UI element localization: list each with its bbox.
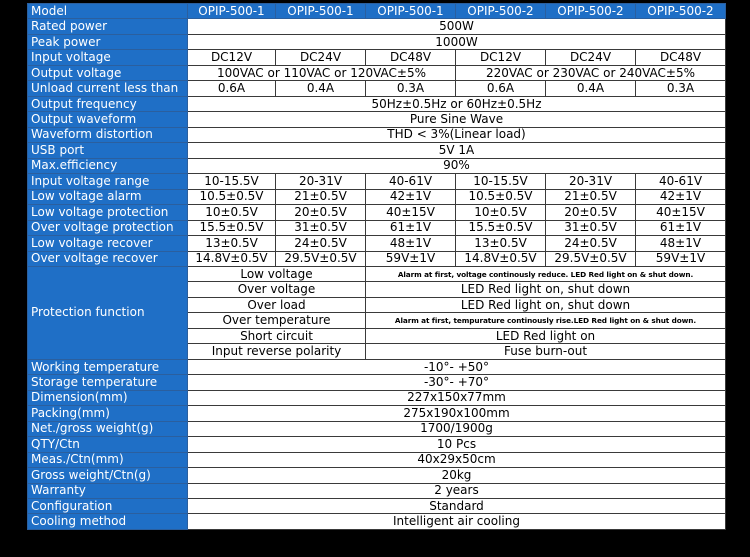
spec-label: QTY/Ctn (28, 437, 188, 452)
spec-value: 13±0.5V (188, 236, 276, 251)
spec-value: 59V±1V (366, 251, 456, 266)
spec-value: 10.5±0.5V (188, 189, 276, 204)
spec-label: Max.efficiency (28, 158, 188, 173)
protection-item: Low voltage (188, 266, 366, 281)
spec-value: 10±0.5V (188, 205, 276, 220)
model-header: OPIP-500-1 (188, 4, 276, 19)
protection-action: Fuse burn-out (366, 344, 726, 359)
header-row (28, 4, 726, 19)
spec-row (28, 127, 726, 142)
spec-value: 15.5±0.5V (188, 220, 276, 235)
spec-label: Output waveform (28, 112, 188, 127)
spec-value: 2 years (188, 483, 726, 498)
spec-value: 29.5V±0.5V (546, 251, 636, 266)
spec-sheet (27, 3, 726, 530)
spec-label: Waveform distortion (28, 127, 188, 142)
spec-value: 90% (188, 158, 726, 173)
spec-row (28, 96, 726, 111)
spec-label: Input voltage (28, 50, 188, 65)
spec-row (28, 158, 726, 173)
protection-item: Over load (188, 297, 366, 312)
spec-value: DC48V (366, 50, 456, 65)
spec-value: 0.6A (188, 81, 276, 96)
spec-row (28, 359, 726, 374)
spec-value: 0.6A (456, 81, 546, 96)
spec-value: 10 Pcs (188, 437, 726, 452)
model-header: OPIP-500-1 (366, 4, 456, 19)
spec-label: Net./gross weight(g) (28, 421, 188, 436)
spec-value: 1000W (188, 34, 726, 49)
spec-value: DC24V (276, 50, 366, 65)
spec-label: Over voltage recover (28, 251, 188, 266)
spec-value: DC48V (636, 50, 726, 65)
spec-label: Warranty (28, 483, 188, 498)
spec-value: 20-31V (546, 174, 636, 189)
spec-value: 1700/1900g (188, 421, 726, 436)
protection-action: LED Red light on, shut down (366, 297, 726, 312)
spec-value: 42±1V (636, 189, 726, 204)
spec-row (28, 19, 726, 34)
spec-row (28, 452, 726, 467)
spec-label: Dimension(mm) (28, 390, 188, 405)
spec-label: Rated power (28, 19, 188, 34)
spec-value: 40±15V (636, 205, 726, 220)
spec-value: 15.5±0.5V (456, 220, 546, 235)
spec-row (28, 499, 726, 514)
spec-value: Intelligent air cooling (188, 514, 726, 529)
protection-item: Over temperature (188, 313, 366, 328)
spec-row (28, 375, 726, 390)
spec-value: 0.3A (366, 81, 456, 96)
spec-row (28, 437, 726, 452)
spec-label: USB port (28, 143, 188, 158)
spec-value: 29.5V±0.5V (276, 251, 366, 266)
spec-value: 40±15V (366, 205, 456, 220)
spec-label: Unload current less than (28, 81, 188, 96)
spec-row (28, 390, 726, 405)
spec-value: 14.8V±0.5V (456, 251, 546, 266)
model-header: OPIP-500-2 (546, 4, 636, 19)
spec-value: 0.3A (636, 81, 726, 96)
spec-row (28, 236, 726, 251)
spec-row (28, 112, 726, 127)
spec-row (28, 483, 726, 498)
spec-value: 40x29x50cm (188, 452, 726, 467)
spec-value: 24±0.5V (546, 236, 636, 251)
spec-value: Pure Sine Wave (188, 112, 726, 127)
spec-value: 48±1V (366, 236, 456, 251)
spec-value: 14.8V±0.5V (188, 251, 276, 266)
spec-value: DC12V (188, 50, 276, 65)
spec-value: 10-15.5V (188, 174, 276, 189)
spec-row (28, 514, 726, 529)
spec-label: Meas./Ctn(mm) (28, 452, 188, 467)
spec-value: 24±0.5V (276, 236, 366, 251)
model-header: OPIP-500-1 (276, 4, 366, 19)
spec-value: -10°- +50° (188, 359, 726, 374)
spec-value: 220VAC or 230VAC or 240VAC±5% (456, 65, 726, 80)
spec-label: Gross weight/Ctn(g) (28, 468, 188, 483)
spec-row (28, 34, 726, 49)
spec-value: 40-61V (636, 174, 726, 189)
spec-value: 0.4A (276, 81, 366, 96)
protection-item: Short circuit (188, 328, 366, 343)
spec-row (28, 81, 726, 96)
spec-value: 31±0.5V (546, 220, 636, 235)
spec-row (28, 421, 726, 436)
spec-value: 61±1V (366, 220, 456, 235)
spec-row (28, 468, 726, 483)
spec-value: 59V±1V (636, 251, 726, 266)
spec-value: DC12V (456, 50, 546, 65)
spec-row (28, 189, 726, 204)
spec-value: 227x150x77mm (188, 390, 726, 405)
spec-label: Configuration (28, 499, 188, 514)
spec-value: 20kg (188, 468, 726, 483)
spec-label: Output frequency (28, 96, 188, 111)
spec-label: Packing(mm) (28, 406, 188, 421)
spec-value: Standard (188, 499, 726, 514)
spec-value: 10.5±0.5V (456, 189, 546, 204)
spec-row (28, 174, 726, 189)
protection-label: Protection function (28, 266, 188, 359)
spec-value: 10±0.5V (456, 205, 546, 220)
spec-value: 13±0.5V (456, 236, 546, 251)
spec-label: Low voltage alarm (28, 189, 188, 204)
spec-value: 275x190x100mm (188, 406, 726, 421)
spec-label: Input voltage range (28, 174, 188, 189)
protection-action: LED Red light on (366, 328, 726, 343)
protection-action: Alarm at first, voltage continously reduce. LED Red light on & shut down. (366, 266, 726, 281)
spec-label: Low voltage protection (28, 205, 188, 220)
spec-label: Over voltage protection (28, 220, 188, 235)
spec-value: 100VAC or 110VAC or 120VAC±5% (188, 65, 456, 80)
spec-value: 20±0.5V (546, 205, 636, 220)
protection-item: Over voltage (188, 282, 366, 297)
protection-action: LED Red light on, shut down (366, 282, 726, 297)
spec-value: 5V 1A (188, 143, 726, 158)
spec-row (28, 65, 726, 80)
spec-label: Output voltage (28, 65, 188, 80)
spec-label: Storage temperature (28, 375, 188, 390)
model-header: OPIP-500-2 (456, 4, 546, 19)
spec-value: 20±0.5V (276, 205, 366, 220)
spec-value: 40-61V (366, 174, 456, 189)
spec-label: Cooling method (28, 514, 188, 529)
spec-row (28, 251, 726, 266)
spec-value: 10-15.5V (456, 174, 546, 189)
spec-value: 500W (188, 19, 726, 34)
spec-value: DC24V (546, 50, 636, 65)
spec-label: Low voltage recover (28, 236, 188, 251)
spec-value: 20-31V (276, 174, 366, 189)
spec-value: -30°- +70° (188, 375, 726, 390)
spec-value: 31±0.5V (276, 220, 366, 235)
spec-value: 50Hz±0.5Hz or 60Hz±0.5Hz (188, 96, 726, 111)
spec-value: 21±0.5V (276, 189, 366, 204)
header-label: Model (28, 4, 188, 19)
spec-value: 21±0.5V (546, 189, 636, 204)
spec-value: THD < 3%(Linear load) (188, 127, 726, 142)
spec-row (28, 50, 726, 65)
spec-label: Peak power (28, 34, 188, 49)
protection-item: Input reverse polarity (188, 344, 366, 359)
spec-value: 48±1V (636, 236, 726, 251)
protection-action: Alarm at first, tempurature continously rise.LED Red light on & shut down. (366, 313, 726, 328)
spec-value: 61±1V (636, 220, 726, 235)
model-header: OPIP-500-2 (636, 4, 726, 19)
spec-value: 0.4A (546, 81, 636, 96)
spec-row (28, 205, 726, 220)
spec-row (28, 220, 726, 235)
spec-label: Working temperature (28, 359, 188, 374)
spec-row (28, 143, 726, 158)
spec-value: 42±1V (366, 189, 456, 204)
spec-table (27, 3, 726, 530)
spec-row (28, 406, 726, 421)
protection-row (28, 266, 726, 281)
